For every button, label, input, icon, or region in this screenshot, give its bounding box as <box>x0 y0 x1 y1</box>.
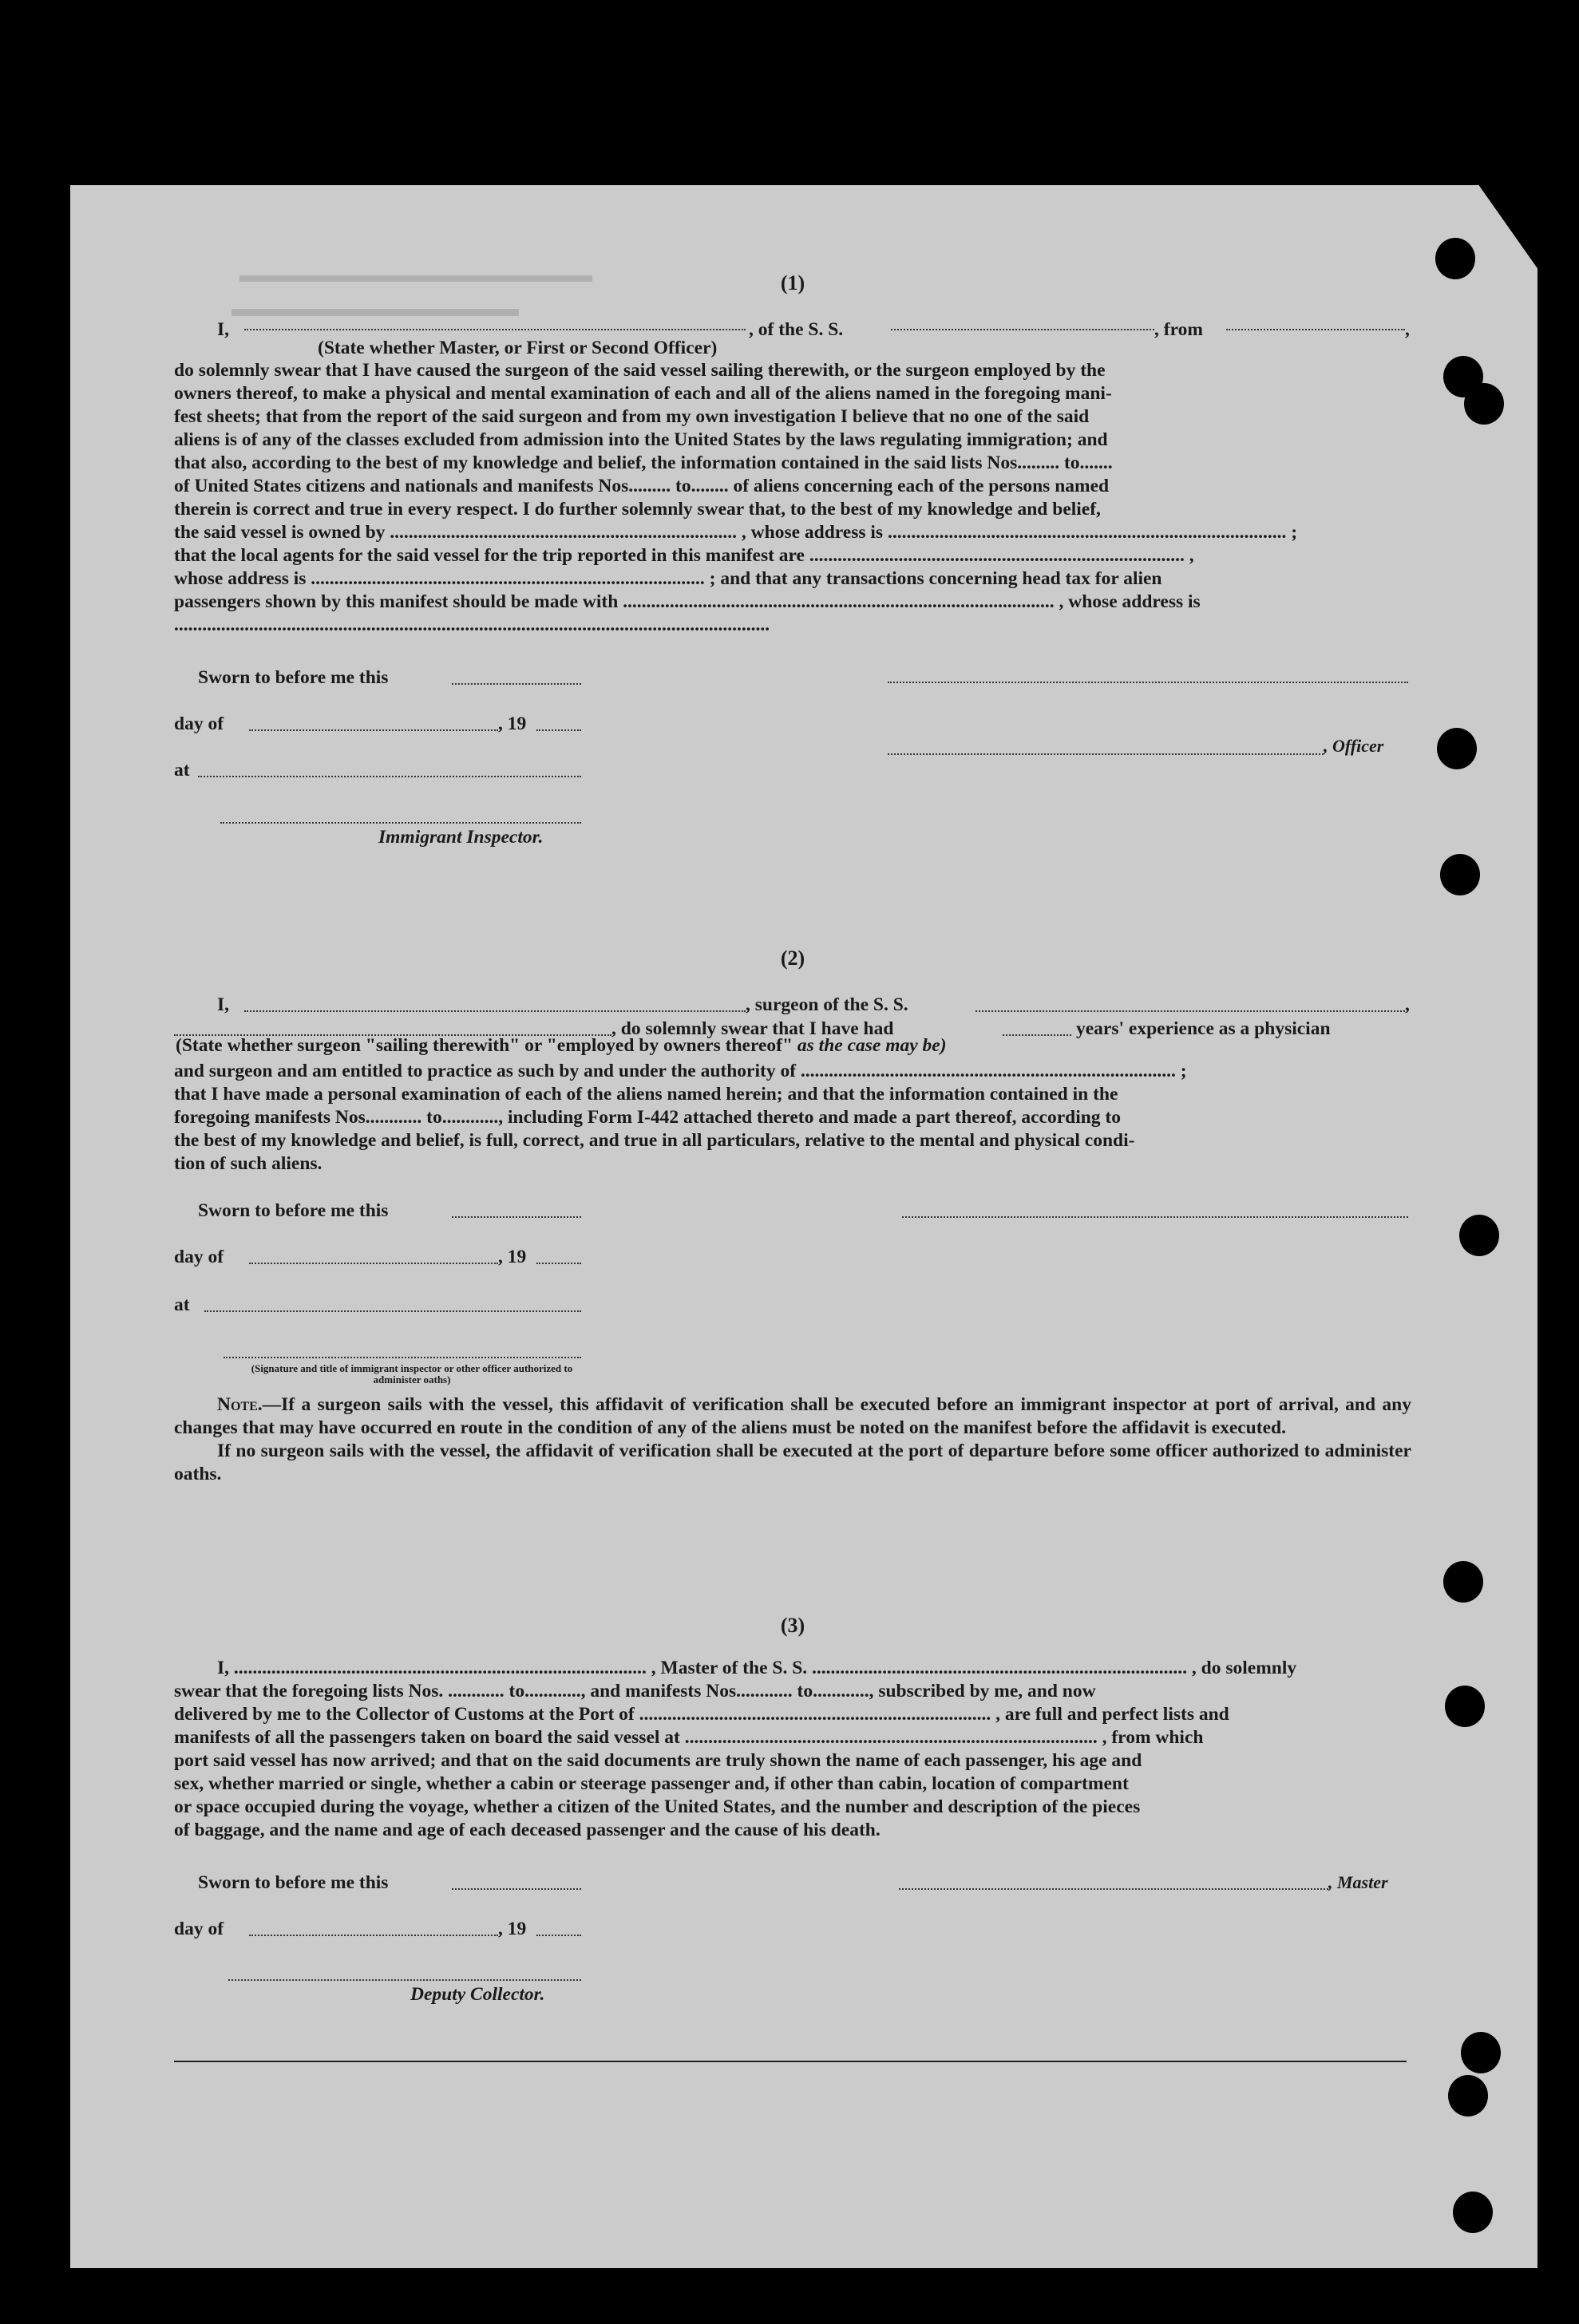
day-line <box>249 729 498 731</box>
at-label: at <box>174 1294 190 1315</box>
day-of-label: day of <box>174 713 224 734</box>
year-label: , 19 <box>498 713 527 734</box>
body-line: I, ........................................................................................ , Master of the S. S. ................................................................................ , do solemnly <box>217 1658 1297 1678</box>
signature-line <box>888 682 1408 683</box>
inspector-sig-line <box>224 1357 581 1358</box>
section-3-number: (3) <box>780 1614 805 1637</box>
body-line: that I have made a personal examination of each of the aliens named herein; and that the information contained in the <box>174 1084 1118 1105</box>
body-line: whose address is .................................................................................... ; and that any transactions concerning head tax for alien <box>174 568 1162 589</box>
surgeon-note-a: (State whether surgeon "sailing therewith" or "employed by owners thereof" <box>176 1035 793 1056</box>
body-line: fest sheets; that from the report of the said surgeon and from my own investigation I believe that no one of the said <box>174 406 1090 427</box>
at-line <box>198 776 581 777</box>
body-line: sex, whether married or single, whether a cabin or steerage passenger and, if other than cabin, location of compartment <box>174 1773 1129 1794</box>
officer-sig-line <box>888 753 1324 755</box>
day-of-label: day of <box>174 1247 224 1267</box>
sworn-label: Sworn to before me this <box>198 1200 389 1221</box>
surgeon-vessel-line <box>975 1010 1405 1012</box>
year-label: , 19 <box>498 1247 527 1267</box>
body-line: swear that the foregoing lists Nos. ............ to............, and manifests Nos............ to............, subscribed by me, and now <box>174 1681 1096 1702</box>
body-line: and surgeon and am entitled to practice as such by and under the authority of ................................................................................ ; <box>174 1061 1187 1081</box>
oath-comma: , <box>1405 319 1410 340</box>
sig-note: (Signature and title of immigrant inspector or other officer authorized to administer oaths) <box>251 1362 573 1385</box>
body-line: owners thereof, to make a physical and mental examination of each and all of the aliens named in the foregoing mani- <box>174 383 1112 404</box>
signature-line <box>902 1216 1408 1218</box>
oath-i: I, <box>217 319 230 340</box>
surgeon-note-b: as the case may be) <box>797 1035 947 1056</box>
surgeon-comma: , <box>1405 994 1410 1015</box>
body-line: therein is correct and true in every respect. I do further solemnly swear that, to the best of my knowledge and belief, <box>174 499 1101 520</box>
bleed-through-mark: ▬▬▬▬▬▬▬▬▬▬▬▬▬▬▬▬▬ <box>239 263 592 287</box>
section-1-number: (1) <box>780 271 805 294</box>
surgeon-note-paragraph <box>174 1393 1411 1486</box>
years-label: years' experience as a physician <box>1076 1018 1331 1039</box>
body-line: the best of my knowledge and belief, is full, correct, and true in all particulars, relative to the mental and physical condi- <box>174 1130 1135 1151</box>
sworn-label: Sworn to before me this <box>198 667 389 688</box>
surgeon-name-line <box>244 1010 746 1012</box>
section-2-body <box>174 1060 1411 1176</box>
surgeon-note <box>176 1035 947 1056</box>
at-label: at <box>174 760 190 781</box>
years-line <box>1003 1034 1071 1036</box>
section-3-body <box>174 1657 1411 1842</box>
body-line: manifests of all the passengers taken on board the said vessel at ........................................................................................ , from which <box>174 1727 1204 1748</box>
note-text: —If a surgeon sails with the vessel, this affidavit of verification shall be executed before an immigrant inspector at port of arrival, and any changes that may have occurred en route in the condition of any of the aliens must be noted on the manifest before the affidavit is executed. <box>174 1394 1411 1438</box>
bleed-through-mark: ▬▬▬▬▬▬▬▬▬▬▬▬ <box>232 295 519 322</box>
day-of-label: day of <box>174 1919 224 1939</box>
body-line: that also, according to the best of my knowledge and belief, the information contained in the said lists Nos......... to....... <box>174 453 1113 473</box>
sworn-line <box>452 683 581 685</box>
body-line: of United States citizens and nationals and manifests Nos......... to........ of aliens concerning each of the persons named <box>174 476 1110 496</box>
at-line <box>204 1310 581 1312</box>
oath-of-ss: , of the S. S. <box>749 319 844 340</box>
body-line: delivered by me to the Collector of Customs at the Port of ........................................................................... , are full and perfect lists and <box>174 1704 1229 1725</box>
deputy-label: Deputy Collector. <box>410 1984 545 2005</box>
note-text-2: If no surgeon sails with the vessel, the affidavit of verification shall be executed at the port of departure before some officer authorized to administer oaths. <box>174 1441 1411 1484</box>
day-line <box>249 1263 498 1264</box>
bottom-rule <box>174 2061 1407 2062</box>
vessel-name-line <box>891 329 1154 330</box>
body-line: or space occupied during the voyage, whether a citizen of the United States, and the number and description of the pieces <box>174 1796 1141 1817</box>
sworn-line <box>452 1888 581 1890</box>
oath-from: , from <box>1154 319 1203 340</box>
year-line <box>536 1263 581 1264</box>
section-1-body <box>174 359 1411 637</box>
sworn-label: Sworn to before me this <box>198 1872 389 1893</box>
port-from-line <box>1226 329 1405 330</box>
inspector-label: Immigrant Inspector. <box>378 827 544 848</box>
sworn-line <box>452 1216 581 1218</box>
year-label: , 19 <box>498 1919 527 1939</box>
surgeon-of-ss: , surgeon of the S. S. <box>746 994 908 1015</box>
master-label: , Master <box>1328 1872 1388 1892</box>
body-line: do solemnly swear that I have caused the surgeon of the said vessel sailing therewith, or the surgeon employed by the <box>174 360 1106 381</box>
master-sig-line <box>899 1888 1328 1890</box>
note-para-1 <box>174 1393 1411 1440</box>
body-line: port said vessel has now arrived; and that on the said documents are truly shown the name of each passenger, his age and <box>174 1750 1142 1771</box>
officer-name-line <box>244 329 746 330</box>
body-line: passengers shown by this manifest should be made with ............................................................................................ , whose address is <box>174 591 1201 612</box>
day-line <box>249 1935 498 1936</box>
body-line: that the local agents for the said vessel for the trip reported in this manifest are ................................................................................ , <box>174 545 1194 566</box>
body-line: tion of such aliens. <box>174 1153 323 1174</box>
body-line: foregoing manifests Nos............ to............, including Form I-442 attached thereto and made a part thereof, according to <box>174 1107 1122 1128</box>
swear-label: , do solemnly swear that I have had <box>611 1018 894 1039</box>
deputy-sig-line <box>228 1979 581 1981</box>
surgeon-i: I, <box>217 994 230 1015</box>
officer-label: , Officer <box>1324 736 1384 756</box>
officer-note: (State whether Master, or First or Second Officer) <box>318 338 718 358</box>
body-line: aliens is of any of the classes excluded from admission into the United States by the laws regulating immigration; and <box>174 429 1108 450</box>
body-line: the said vessel is owned by .......................................................................... , whose address is ..................................................................................... ; <box>174 522 1298 543</box>
inspector-sig-line <box>220 822 581 824</box>
body-line: ............................................................................................................................... <box>174 615 770 635</box>
year-line <box>536 729 581 731</box>
section-2-number: (2) <box>780 947 805 970</box>
year-line <box>536 1935 581 1936</box>
note-label: Note. <box>217 1394 263 1415</box>
body-line: of baggage, and the name and age of each deceased passenger and the cause of his death. <box>174 1820 881 1840</box>
